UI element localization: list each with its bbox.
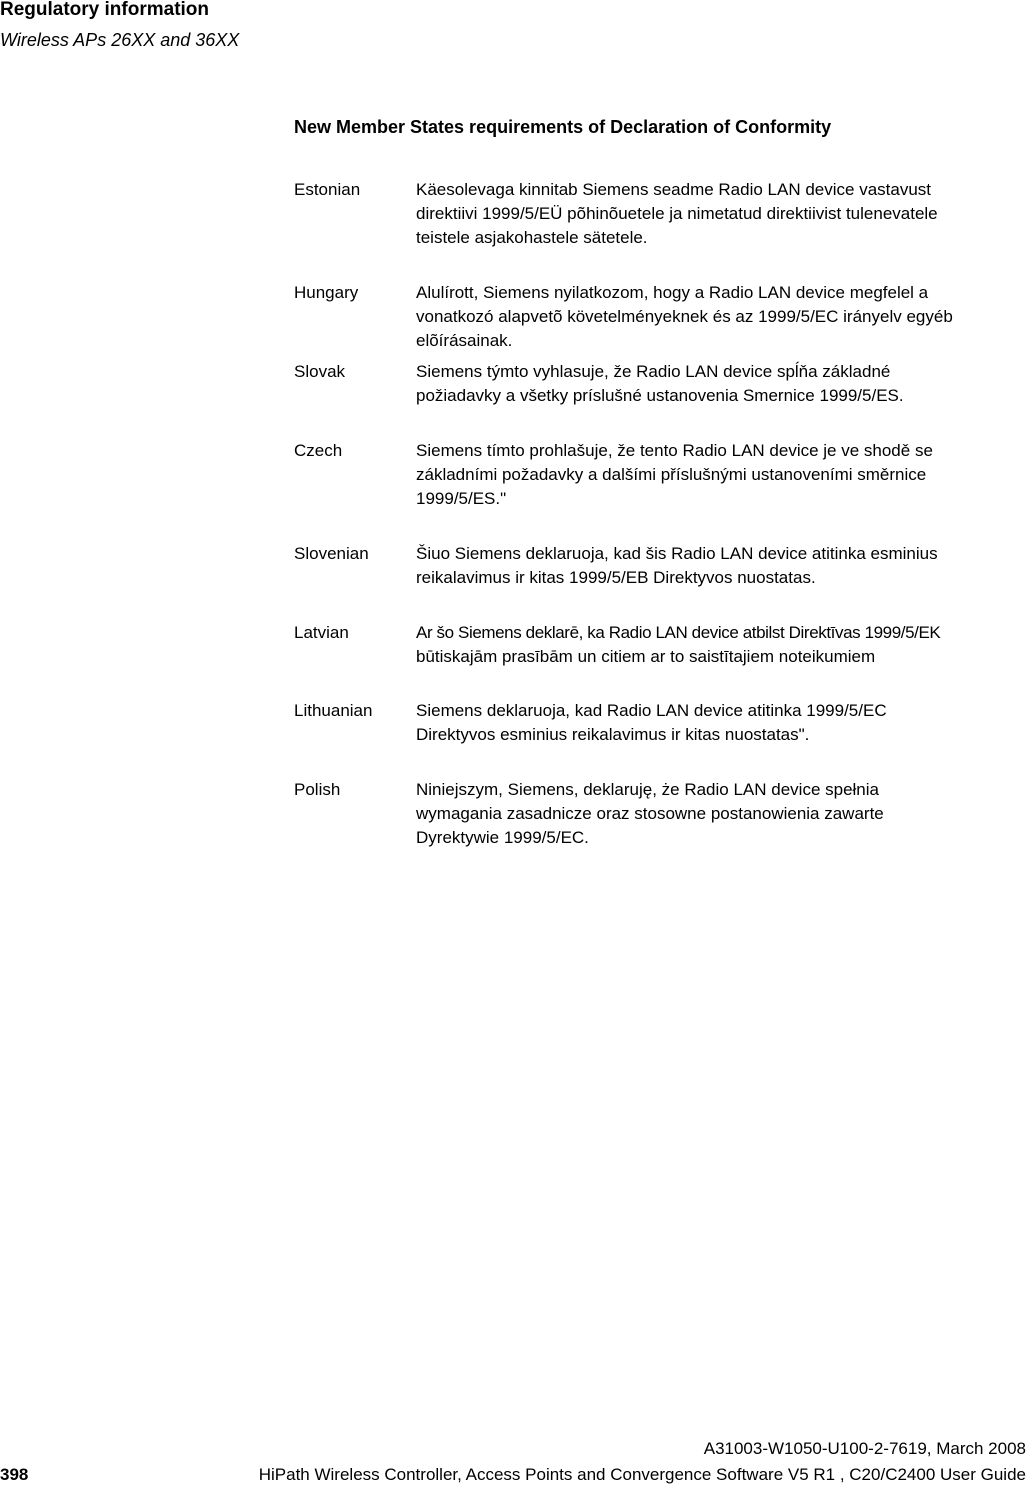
declaration-language: Hungary [294,283,359,302]
declaration-line: wymagania zasadnicze oraz stosowne postanowienia zawarte [416,804,884,823]
declaration-text [416,778,1019,850]
header-subtitle: Wireless APs 26XX and 36XX [0,30,240,50]
declaration-text [416,281,1019,353]
declaration-language: Czech [294,441,343,460]
declaration-line: teistele asjakohastele sätetele. [416,228,648,247]
header-title: Regulatory information [0,0,210,20]
declaration-line: základními požadavky a dalšími příslušnými ustanoveními směrnice [416,465,927,484]
section-heading: New Member States requirements of Declaration of Conformity [294,117,832,137]
declaration-text [416,699,1019,747]
declaration-line: elõírásainak. [416,331,513,350]
declaration-language: Slovenian [294,544,369,563]
declaration-line: Alulírott, Siemens nyilatkozom, hogy a Radio LAN device megfelel a [416,283,929,302]
declaration-line: vonatkozó alapvetõ követelményeknek és az 1999/5/EC irányelv egyéb [416,307,953,326]
declaration-line: Siemens tímto prohlašuje, že tento Radio LAN device je ve shodě se [416,441,933,460]
declaration-line: Dyrektywie 1999/5/EC. [416,828,589,847]
declaration-line: 1999/5/ES." [416,489,507,508]
declaration-text [416,542,1019,590]
declaration-language: Latvian [294,623,349,642]
declaration-line: direktiivi 1999/5/EÜ põhinõuetele ja nimetatud direktiivist tulenevatele [416,204,938,223]
declaration-language: Polish [294,780,341,799]
declaration-line: Siemens deklaruoja, kad Radio LAN device atitinka 1999/5/EC [416,701,887,720]
declaration-language: Slovak [294,362,346,381]
declaration-text [416,178,1019,250]
page-number: 398 [0,1465,29,1484]
declaration-text [416,360,1019,408]
declaration-line: būtiskajām prasībām un citiem ar to saistītajiem noteikumiem [416,647,876,666]
declaration-text [416,439,1019,511]
declaration-line: Käesolevaga kinnitab Siemens seadme Radio LAN device vastavust [416,180,932,199]
declaration-language: Estonian [294,180,361,199]
declaration-line: Direktyvos esminius reikalavimus ir kitas nuostatas". [416,725,810,744]
declaration-line: reikalavimus ir kitas 1999/5/EB Direktyvos nuostatas. [416,568,816,587]
declaration-line: Siemens týmto vyhlasuje, že Radio LAN device spĺňa základné [416,362,891,381]
declaration-line: Šiuo Siemens deklaruoja, kad šis Radio LAN device atitinka esminius [416,544,938,563]
declaration-text [416,621,1019,669]
guide-title: HiPath Wireless Controller, Access Points and Convergence Software V5 R1 , C20/C2400 User Guide [258,1465,1026,1484]
declaration-line: Niniejszym, Siemens, deklaruję, że Radio LAN device spełnia [416,780,879,799]
declaration-language: Lithuanian [294,701,373,720]
footer-doc-number: A31003-W1050-U100-2-7619, March 2008 [703,1439,1026,1458]
declaration-line: Ar šo Siemens deklarē, ka Radio LAN device atbilst Direktīvas 1999/5/EK [416,623,941,642]
declaration-line: požiadavky a všetky príslušné ustanovenia Smernice 1999/5/ES. [416,386,904,405]
